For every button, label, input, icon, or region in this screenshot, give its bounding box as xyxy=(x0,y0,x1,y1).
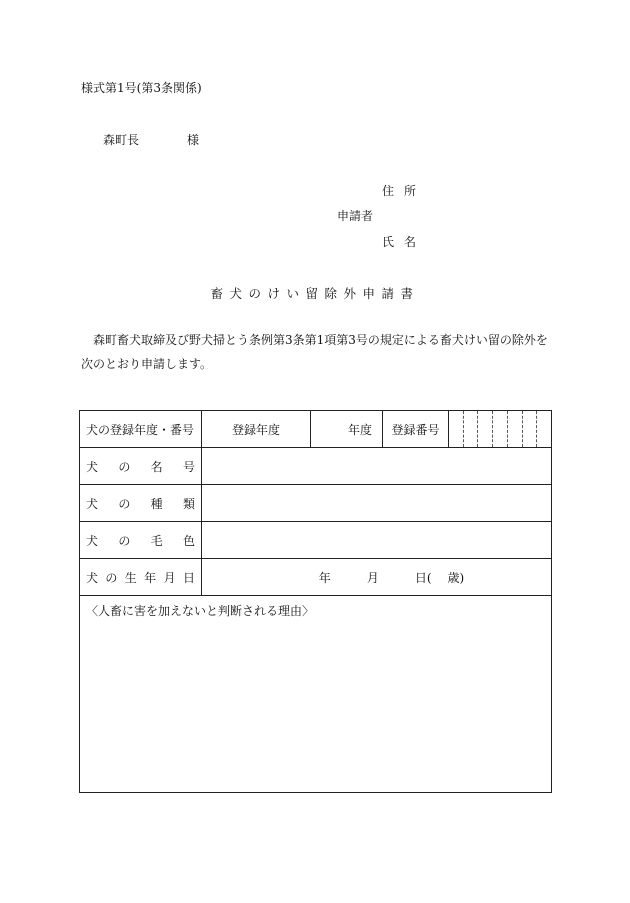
dog-name-row xyxy=(80,448,552,485)
registration-year-suffix: 年度 xyxy=(347,422,372,437)
dog-breed-row xyxy=(80,485,552,522)
registration-label: 犬の登録年度・番号 xyxy=(80,411,202,448)
birth-day-unit: 日( xyxy=(414,570,432,585)
name-label: 氏名 xyxy=(382,235,427,249)
registration-number-field[interactable] xyxy=(449,411,552,448)
dog-breed-field[interactable] xyxy=(202,485,552,522)
application-statement: 森町畜犬取締及び野犬掃とう条例第3条第1項第3号の規定による畜犬けい留の除外を次のとおり申請します。 xyxy=(81,333,548,371)
registration-year-label: 登録年度 xyxy=(202,411,311,448)
registration-number-digit-boxes xyxy=(449,411,551,447)
dog-color-label: 犬 の 毛 色 xyxy=(80,522,202,559)
application-form-table xyxy=(79,410,552,793)
dog-color-field[interactable] xyxy=(202,522,552,559)
dog-name-label: 犬 の 名 号 xyxy=(80,448,202,485)
registration-row xyxy=(80,411,552,448)
birth-month-unit: 月 xyxy=(366,570,379,585)
birth-date-line xyxy=(202,569,551,586)
birth-year-unit: 年 xyxy=(318,570,331,585)
reason-label: 〈人畜に害を加えないと判断される理由〉 xyxy=(86,604,315,618)
dog-birth-row xyxy=(80,559,552,596)
age-unit: 歳) xyxy=(447,570,465,585)
addressee-honorific: 様 xyxy=(187,133,200,147)
document-title: 畜犬のけい留除外申請書 xyxy=(210,286,420,301)
dog-birth-field[interactable] xyxy=(202,559,552,596)
dog-breed-label: 犬 の 種 類 xyxy=(80,485,202,522)
dog-name-field[interactable] xyxy=(202,448,552,485)
addressee-name: 森町長 xyxy=(103,133,140,147)
reason-field[interactable] xyxy=(80,596,552,793)
dog-color-row xyxy=(80,522,552,559)
applicant-label: 申請者 xyxy=(337,209,374,223)
address-label: 住所 xyxy=(382,184,427,198)
registration-number-label: 登録番号 xyxy=(383,411,449,448)
addressee xyxy=(103,131,199,148)
dog-birth-label: 犬 の 生 年 月 日 xyxy=(80,559,202,596)
reason-row xyxy=(80,596,552,793)
form-number: 様式第1号(第3条関係) xyxy=(81,81,202,95)
registration-year-field[interactable] xyxy=(311,411,383,448)
